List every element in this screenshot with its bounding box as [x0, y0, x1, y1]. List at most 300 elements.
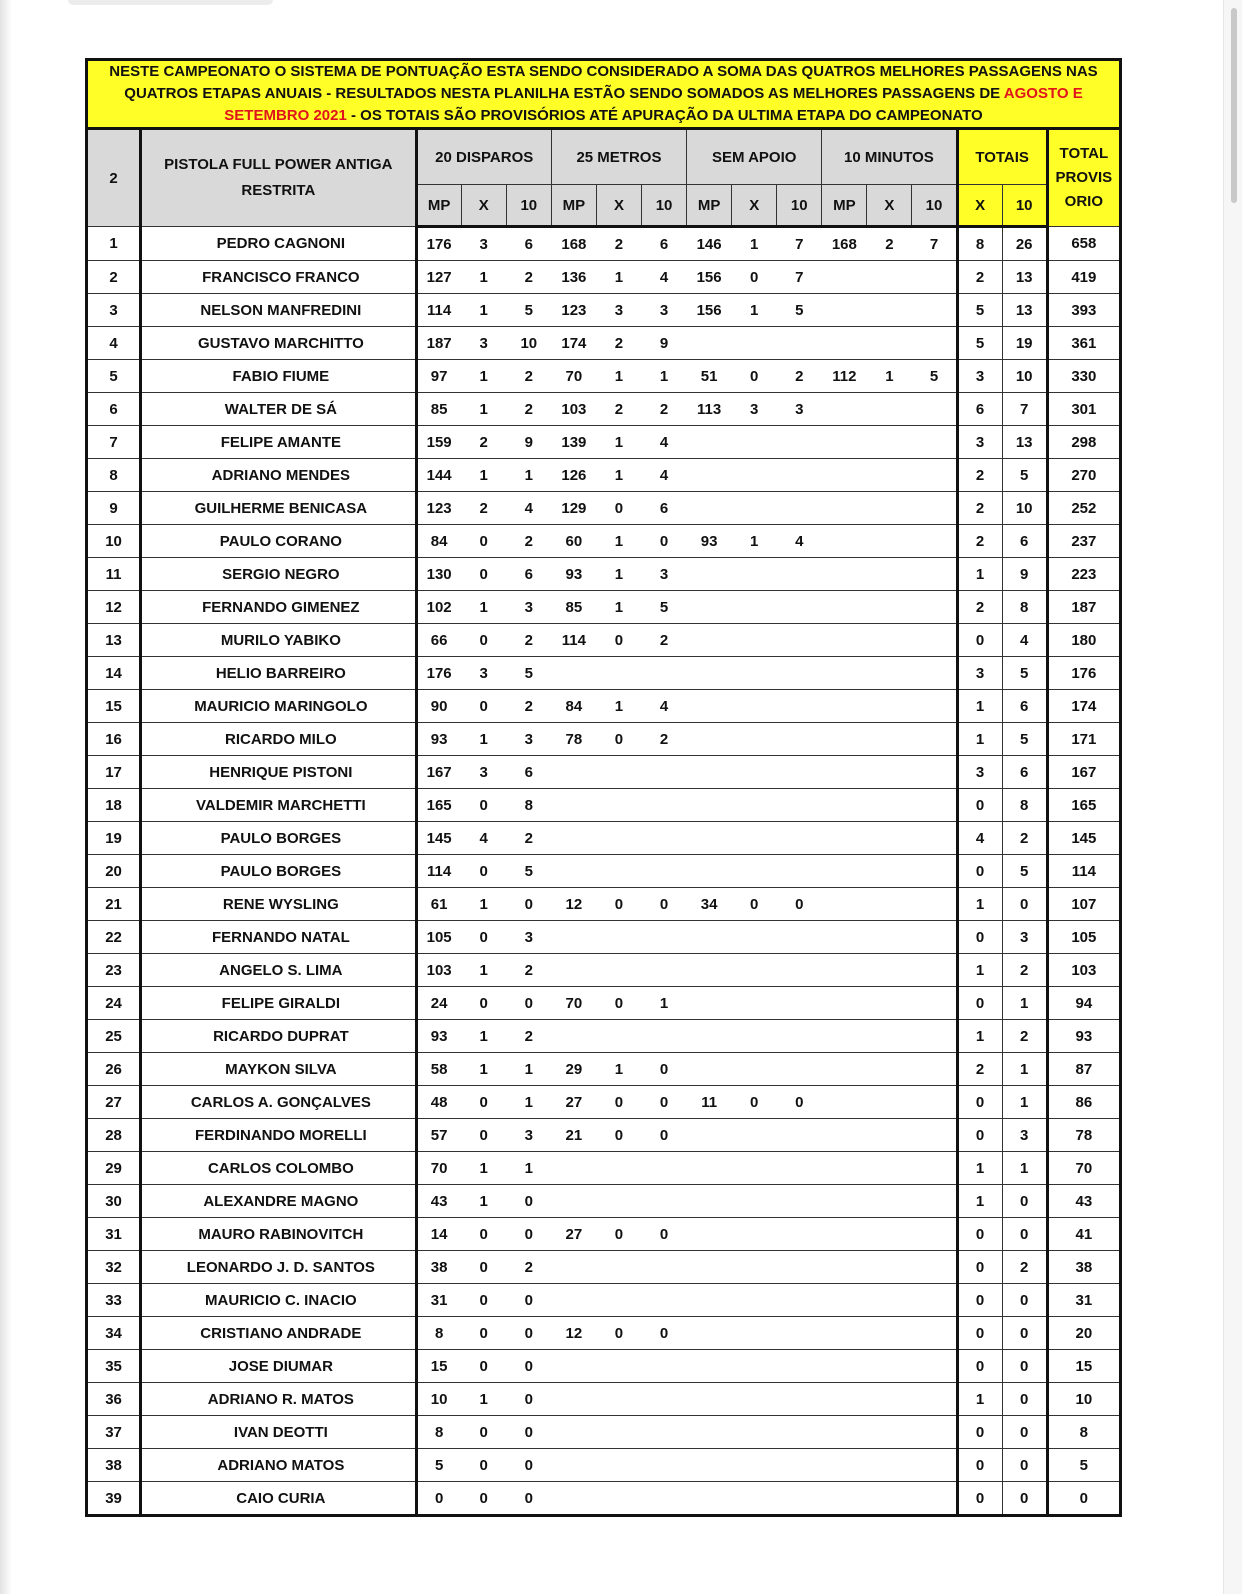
score-cell: [732, 822, 777, 855]
score-cell: [822, 690, 867, 723]
total-provisorio-cell: 93: [1047, 1020, 1120, 1053]
total-10-cell: 1: [1002, 1086, 1047, 1119]
score-cell: [777, 987, 822, 1020]
score-cell: 4: [642, 459, 687, 492]
score-cell: [912, 1053, 957, 1086]
score-cell: 70: [551, 360, 596, 393]
total-provisorio-cell: 5: [1047, 1449, 1120, 1482]
rank-cell: 33: [87, 1284, 141, 1317]
score-cell: 1: [461, 1053, 506, 1086]
total-provisorio-cell: 174: [1047, 690, 1120, 723]
score-cell: [912, 1350, 957, 1383]
athlete-name: MURILO YABIKO: [141, 624, 417, 657]
table-row: [87, 987, 1121, 1020]
score-cell: 0: [461, 1218, 506, 1251]
score-cell: 38: [416, 1251, 461, 1284]
score-cell: [867, 1251, 912, 1284]
score-cell: 2: [642, 723, 687, 756]
page-edge-shadow: [0, 0, 12, 1594]
score-cell: 0: [777, 1086, 822, 1119]
score-cell: 146: [687, 227, 732, 261]
rank-cell: 6: [87, 393, 141, 426]
rank-cell: 32: [87, 1251, 141, 1284]
stage-header-1: 20 DISPAROS: [416, 129, 551, 185]
sub-header-mp: MP: [551, 185, 596, 227]
score-cell: 1: [596, 690, 641, 723]
score-cell: [912, 1086, 957, 1119]
rank-cell: 22: [87, 921, 141, 954]
score-cell: 0: [596, 1218, 641, 1251]
total-provisorio-cell: 223: [1047, 558, 1120, 591]
score-cell: 0: [461, 789, 506, 822]
score-cell: [867, 591, 912, 624]
total-x-cell: 0: [957, 789, 1002, 822]
score-cell: [777, 1251, 822, 1284]
score-cell: [912, 657, 957, 690]
total-x-cell: 1: [957, 1152, 1002, 1185]
score-cell: [777, 492, 822, 525]
score-cell: 0: [461, 558, 506, 591]
score-cell: [822, 294, 867, 327]
score-cell: [687, 822, 732, 855]
score-cell: [642, 921, 687, 954]
score-cell: 0: [461, 1482, 506, 1516]
athlete-name: SERGIO NEGRO: [141, 558, 417, 591]
score-cell: 3: [461, 756, 506, 789]
score-cell: 0: [642, 1218, 687, 1251]
athlete-name: GUSTAVO MARCHITTO: [141, 327, 417, 360]
table-row: [87, 954, 1121, 987]
athlete-name: IVAN DEOTTI: [141, 1416, 417, 1449]
table-row: [87, 789, 1121, 822]
score-cell: [912, 558, 957, 591]
score-cell: [687, 1482, 732, 1516]
athlete-name: CAIO CURIA: [141, 1482, 417, 1516]
table-row: [87, 723, 1121, 756]
score-cell: [777, 1053, 822, 1086]
total-10-cell: 13: [1002, 426, 1047, 459]
table-row: [87, 921, 1121, 954]
total-10-cell: 5: [1002, 459, 1047, 492]
total-x-cell: 1: [957, 954, 1002, 987]
score-cell: 2: [506, 822, 551, 855]
score-cell: [822, 954, 867, 987]
score-cell: [732, 1449, 777, 1482]
table-row: [87, 1185, 1121, 1218]
rank-cell: 29: [87, 1152, 141, 1185]
score-cell: 1: [732, 227, 777, 261]
score-cell: 0: [461, 690, 506, 723]
score-cell: 9: [642, 327, 687, 360]
score-cell: [777, 1482, 822, 1516]
score-cell: 2: [461, 426, 506, 459]
total-10-cell: 2: [1002, 822, 1047, 855]
athlete-name: FELIPE GIRALDI: [141, 987, 417, 1020]
score-cell: 85: [416, 393, 461, 426]
sub-header-mp: MP: [822, 185, 867, 227]
score-cell: 1: [506, 459, 551, 492]
score-cell: 93: [416, 1020, 461, 1053]
score-cell: 6: [506, 227, 551, 261]
score-cell: [687, 1350, 732, 1383]
score-cell: 145: [416, 822, 461, 855]
athlete-name: ADRIANO MATOS: [141, 1449, 417, 1482]
score-cell: 4: [642, 690, 687, 723]
score-cell: [822, 1416, 867, 1449]
score-cell: [551, 1449, 596, 1482]
score-cell: 2: [506, 954, 551, 987]
score-cell: 70: [416, 1152, 461, 1185]
score-cell: [822, 624, 867, 657]
score-cell: [732, 690, 777, 723]
score-cell: [822, 459, 867, 492]
total-x-cell: 1: [957, 1383, 1002, 1416]
score-cell: [777, 1350, 822, 1383]
score-cell: [912, 1218, 957, 1251]
score-cell: [912, 822, 957, 855]
score-cell: [596, 822, 641, 855]
score-cell: [687, 1383, 732, 1416]
score-cell: [867, 987, 912, 1020]
total-provisorio-cell: 43: [1047, 1185, 1120, 1218]
score-cell: [912, 1284, 957, 1317]
score-cell: [867, 492, 912, 525]
score-cell: [822, 1053, 867, 1086]
score-cell: [642, 1152, 687, 1185]
score-cell: [822, 1449, 867, 1482]
score-cell: 1: [461, 1383, 506, 1416]
score-cell: [732, 1284, 777, 1317]
score-cell: 1: [461, 294, 506, 327]
score-cell: 1: [596, 261, 641, 294]
score-cell: 0: [461, 1416, 506, 1449]
score-cell: [777, 327, 822, 360]
score-cell: 66: [416, 624, 461, 657]
score-cell: [867, 723, 912, 756]
score-cell: 6: [506, 558, 551, 591]
score-cell: [777, 921, 822, 954]
score-cell: [732, 789, 777, 822]
table-row: [87, 525, 1121, 558]
score-cell: 112: [822, 360, 867, 393]
rank-cell: 8: [87, 459, 141, 492]
score-cell: 10: [506, 327, 551, 360]
total-10-cell: 6: [1002, 525, 1047, 558]
score-cell: [822, 1020, 867, 1053]
total-x-cell: 1: [957, 888, 1002, 921]
total-10-cell: 2: [1002, 1020, 1047, 1053]
score-cell: [867, 657, 912, 690]
score-cell: [687, 657, 732, 690]
score-cell: 21: [551, 1119, 596, 1152]
score-cell: 0: [596, 987, 641, 1020]
score-cell: [822, 327, 867, 360]
athlete-name: FERDINANDO MORELLI: [141, 1119, 417, 1152]
total-x-cell: 0: [957, 987, 1002, 1020]
score-cell: [732, 1053, 777, 1086]
athlete-name: PAULO BORGES: [141, 822, 417, 855]
score-cell: 139: [551, 426, 596, 459]
athlete-name: ADRIANO R. MATOS: [141, 1383, 417, 1416]
score-cell: 93: [687, 525, 732, 558]
score-cell: 0: [777, 888, 822, 921]
score-cell: 113: [687, 393, 732, 426]
score-cell: [642, 1185, 687, 1218]
score-cell: 168: [551, 227, 596, 261]
score-cell: [687, 756, 732, 789]
score-cell: [687, 987, 732, 1020]
score-cell: [687, 789, 732, 822]
sub-header-10: 10: [506, 185, 551, 227]
total-x-cell: 2: [957, 261, 1002, 294]
score-cell: [777, 1449, 822, 1482]
total-provisorio-cell: 20: [1047, 1317, 1120, 1350]
score-cell: [777, 855, 822, 888]
score-cell: [687, 1185, 732, 1218]
score-cell: 0: [461, 525, 506, 558]
score-cell: 1: [461, 1152, 506, 1185]
scrollbar-thumb[interactable]: [1231, 8, 1237, 203]
total-10-cell: 2: [1002, 954, 1047, 987]
score-cell: [912, 1119, 957, 1152]
score-cell: [867, 1416, 912, 1449]
score-cell: 31: [416, 1284, 461, 1317]
score-cell: [867, 1284, 912, 1317]
total-x-cell: 2: [957, 492, 1002, 525]
score-cell: [551, 789, 596, 822]
score-cell: [596, 1020, 641, 1053]
score-cell: [912, 624, 957, 657]
total-provisorio-cell: 176: [1047, 657, 1120, 690]
score-cell: [822, 1119, 867, 1152]
sub-header-mp: MP: [416, 185, 461, 227]
score-cell: [867, 690, 912, 723]
score-cell: 168: [822, 227, 867, 261]
table-row: [87, 1218, 1121, 1251]
score-cell: 167: [416, 756, 461, 789]
score-cell: [596, 1482, 641, 1516]
score-cell: 12: [551, 888, 596, 921]
score-cell: [642, 1350, 687, 1383]
score-cell: 0: [732, 261, 777, 294]
score-cell: 127: [416, 261, 461, 294]
score-cell: [822, 1218, 867, 1251]
athlete-name: PAULO CORANO: [141, 525, 417, 558]
total-x-cell: 1: [957, 690, 1002, 723]
score-cell: [596, 1383, 641, 1416]
athlete-name: FERNANDO GIMENEZ: [141, 591, 417, 624]
athlete-name: ANGELO S. LIMA: [141, 954, 417, 987]
score-cell: 78: [551, 723, 596, 756]
rank-cell: 7: [87, 426, 141, 459]
total-x-cell: 1: [957, 1185, 1002, 1218]
table-row: [87, 558, 1121, 591]
score-cell: 2: [642, 624, 687, 657]
score-cell: [867, 1053, 912, 1086]
score-cell: [642, 756, 687, 789]
rank-cell: 36: [87, 1383, 141, 1416]
score-cell: 0: [461, 1119, 506, 1152]
score-cell: 3: [506, 1119, 551, 1152]
score-cell: 1: [461, 393, 506, 426]
score-cell: 85: [551, 591, 596, 624]
score-cell: [912, 723, 957, 756]
total-provisorio-cell: 41: [1047, 1218, 1120, 1251]
score-cell: 2: [596, 327, 641, 360]
sub-header-10: 10: [642, 185, 687, 227]
athlete-name: JOSE DIUMAR: [141, 1350, 417, 1383]
score-cell: [867, 525, 912, 558]
sub-header-x: X: [867, 185, 912, 227]
total-provisorio-cell: 94: [1047, 987, 1120, 1020]
total-provisorio-cell: 237: [1047, 525, 1120, 558]
total-10-cell: 7: [1002, 393, 1047, 426]
score-cell: 0: [642, 1053, 687, 1086]
score-cell: [912, 789, 957, 822]
score-cell: 1: [506, 1086, 551, 1119]
total-provisorio-cell: 658: [1047, 227, 1120, 261]
total-10-cell: 19: [1002, 327, 1047, 360]
total-provisorio-cell: 86: [1047, 1086, 1120, 1119]
score-cell: 27: [551, 1218, 596, 1251]
score-cell: [777, 1152, 822, 1185]
score-cell: [687, 954, 732, 987]
score-cell: [732, 987, 777, 1020]
rank-cell: 34: [87, 1317, 141, 1350]
score-cell: [822, 921, 867, 954]
score-cell: 4: [506, 492, 551, 525]
score-cell: [777, 1185, 822, 1218]
score-cell: 105: [416, 921, 461, 954]
score-cell: 1: [506, 1053, 551, 1086]
score-cell: 3: [777, 393, 822, 426]
score-cell: 6: [642, 227, 687, 261]
score-cell: 2: [506, 624, 551, 657]
total-provisorio-cell: 87: [1047, 1053, 1120, 1086]
rank-cell: 18: [87, 789, 141, 822]
score-cell: 5: [416, 1449, 461, 1482]
scrollbar[interactable]: [1223, 0, 1242, 1594]
score-cell: 176: [416, 657, 461, 690]
score-cell: [687, 690, 732, 723]
score-cell: [777, 756, 822, 789]
total-10-cell: 0: [1002, 1185, 1047, 1218]
score-cell: 24: [416, 987, 461, 1020]
score-cell: [912, 690, 957, 723]
score-cell: [867, 294, 912, 327]
score-cell: [687, 426, 732, 459]
total-provisorio-cell: 38: [1047, 1251, 1120, 1284]
score-cell: [732, 855, 777, 888]
score-cell: 58: [416, 1053, 461, 1086]
total-x-cell: 0: [957, 1119, 1002, 1152]
rank-cell: 15: [87, 690, 141, 723]
score-cell: 0: [461, 1449, 506, 1482]
score-cell: 8: [416, 1416, 461, 1449]
rank-cell: 30: [87, 1185, 141, 1218]
total-10-cell: 13: [1002, 294, 1047, 327]
score-cell: 3: [461, 657, 506, 690]
score-cell: [867, 855, 912, 888]
score-cell: 176: [416, 227, 461, 261]
rank-cell: 23: [87, 954, 141, 987]
rank-cell: 11: [87, 558, 141, 591]
total-x-cell: 8: [957, 227, 1002, 261]
score-cell: [777, 426, 822, 459]
score-cell: [912, 1020, 957, 1053]
score-cell: [822, 723, 867, 756]
score-cell: [777, 1317, 822, 1350]
score-cell: 93: [551, 558, 596, 591]
total-x-cell: 0: [957, 1350, 1002, 1383]
score-cell: 61: [416, 888, 461, 921]
score-cell: [596, 1449, 641, 1482]
score-cell: [822, 657, 867, 690]
score-cell: [867, 1482, 912, 1516]
score-cell: [777, 1020, 822, 1053]
score-cell: 1: [642, 987, 687, 1020]
score-cell: [596, 1416, 641, 1449]
total-provisorio-cell: 78: [1047, 1119, 1120, 1152]
total-provisorio-cell: 107: [1047, 888, 1120, 921]
table-row: [87, 227, 1121, 261]
score-cell: [551, 1482, 596, 1516]
score-cell: [912, 1416, 957, 1449]
score-cell: [642, 1251, 687, 1284]
score-cell: 0: [642, 525, 687, 558]
score-cell: [642, 1416, 687, 1449]
score-cell: 0: [506, 1482, 551, 1516]
score-cell: 2: [777, 360, 822, 393]
athlete-name: HENRIQUE PISTONI: [141, 756, 417, 789]
score-cell: [777, 690, 822, 723]
score-cell: 60: [551, 525, 596, 558]
total-10-cell: 5: [1002, 855, 1047, 888]
score-cell: [867, 261, 912, 294]
athlete-name: PAULO BORGES: [141, 855, 417, 888]
score-cell: 2: [506, 393, 551, 426]
total-provisorio-cell: 252: [1047, 492, 1120, 525]
score-cell: [867, 954, 912, 987]
top-tab-edge: [68, 0, 273, 5]
score-cell: 1: [461, 723, 506, 756]
total-provisorio-cell: 10: [1047, 1383, 1120, 1416]
score-cell: [867, 327, 912, 360]
score-cell: 2: [506, 261, 551, 294]
score-cell: 1: [596, 525, 641, 558]
score-cell: [777, 1119, 822, 1152]
score-cell: 0: [506, 1449, 551, 1482]
score-cell: [867, 624, 912, 657]
total-provisorio-cell: 361: [1047, 327, 1120, 360]
total-10-cell: 0: [1002, 1482, 1047, 1516]
score-cell: [732, 1416, 777, 1449]
score-cell: 0: [596, 624, 641, 657]
score-cell: [912, 525, 957, 558]
score-cell: [867, 1086, 912, 1119]
score-cell: [732, 1218, 777, 1251]
total-10-cell: 5: [1002, 657, 1047, 690]
score-cell: 3: [642, 294, 687, 327]
score-cell: [642, 789, 687, 822]
total-x-cell: 0: [957, 1449, 1002, 1482]
score-cell: 2: [867, 227, 912, 261]
total-10-cell: 3: [1002, 921, 1047, 954]
score-cell: 0: [506, 1185, 551, 1218]
score-cell: [777, 657, 822, 690]
score-cell: [687, 624, 732, 657]
score-cell: 0: [642, 888, 687, 921]
